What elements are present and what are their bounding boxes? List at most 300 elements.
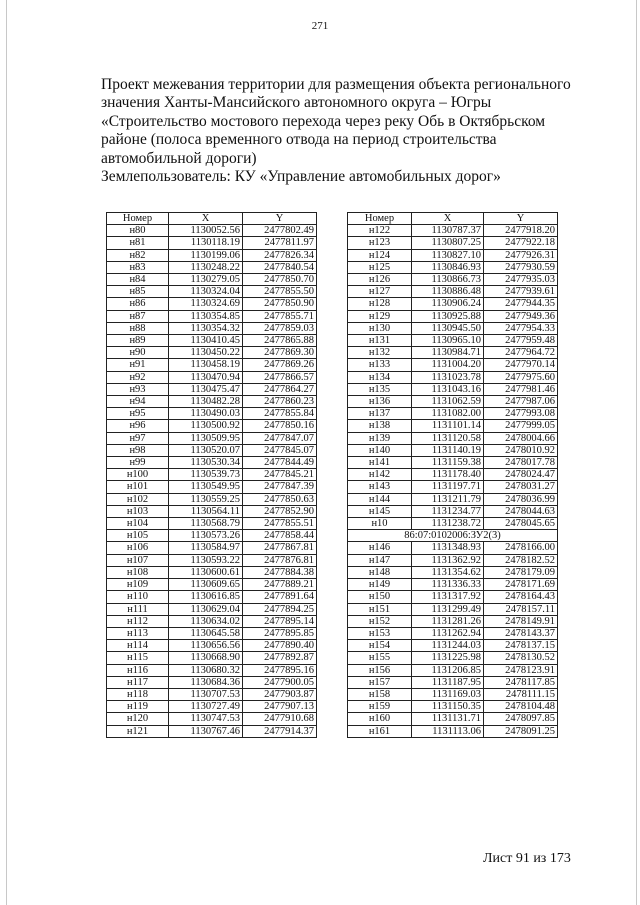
- x-coordinate-cell: 1130450.22: [169, 347, 243, 359]
- y-coordinate-cell: 2478157.11: [484, 603, 558, 615]
- table-row: [107, 420, 317, 432]
- y-coordinate-cell: 2478182.52: [484, 554, 558, 566]
- point-number-cell: н159: [348, 701, 412, 713]
- y-coordinate-cell: 2477892.87: [243, 652, 317, 664]
- table-row: [348, 261, 558, 273]
- table-row: [107, 676, 317, 688]
- table-row: [107, 664, 317, 676]
- x-coordinate-cell: 1130707.53: [169, 688, 243, 700]
- x-coordinate-cell: 1130656.56: [169, 640, 243, 652]
- coordinates-table-right: [347, 212, 558, 738]
- y-coordinate-cell: 2477926.31: [484, 249, 558, 261]
- x-coordinate-cell: 1130539.73: [169, 469, 243, 481]
- y-coordinate-cell: 2478104.48: [484, 701, 558, 713]
- point-number-cell: н85: [107, 286, 169, 298]
- x-coordinate-cell: 1131150.35: [412, 701, 484, 713]
- table-row: [348, 444, 558, 456]
- point-number-cell: н107: [107, 554, 169, 566]
- table-row: [107, 627, 317, 639]
- y-coordinate-cell: 2477914.37: [243, 725, 317, 737]
- table-row: [348, 701, 558, 713]
- point-number-cell: н98: [107, 444, 169, 456]
- x-coordinate-cell: 1130965.10: [412, 335, 484, 347]
- y-coordinate-cell: 2478111.15: [484, 688, 558, 700]
- y-coordinate-cell: 2477964.72: [484, 347, 558, 359]
- y-coordinate-cell: 2477959.48: [484, 335, 558, 347]
- x-coordinate-cell: 1131004.20: [412, 359, 484, 371]
- x-coordinate-cell: 1131244.03: [412, 640, 484, 652]
- y-coordinate-cell: 2477895.16: [243, 664, 317, 676]
- table-row: [348, 408, 558, 420]
- column-header-number: Номер: [348, 213, 412, 225]
- point-number-cell: н141: [348, 457, 412, 469]
- table-row: [348, 432, 558, 444]
- table-row: [348, 640, 558, 652]
- page-left-edge: [6, 0, 7, 905]
- y-coordinate-cell: 2477855.50: [243, 286, 317, 298]
- x-coordinate-cell: 1131362.92: [412, 554, 484, 566]
- point-number-cell: н145: [348, 505, 412, 517]
- y-coordinate-cell: 2477970.14: [484, 359, 558, 371]
- y-coordinate-cell: 2477895.14: [243, 615, 317, 627]
- y-coordinate-cell: 2477850.16: [243, 420, 317, 432]
- y-coordinate-cell: 2477867.81: [243, 542, 317, 554]
- x-coordinate-cell: 1130324.69: [169, 298, 243, 310]
- x-coordinate-cell: 1130520.07: [169, 444, 243, 456]
- y-coordinate-cell: 2477999.05: [484, 420, 558, 432]
- y-coordinate-cell: 2478045.65: [484, 518, 558, 530]
- point-number-cell: н105: [107, 530, 169, 542]
- table-row: [348, 310, 558, 322]
- table-row: [348, 664, 558, 676]
- table-row: [107, 554, 317, 566]
- point-number-cell: н10: [348, 518, 412, 530]
- table-row: [348, 713, 558, 725]
- y-coordinate-cell: 2478010.92: [484, 444, 558, 456]
- y-coordinate-cell: 2478130.52: [484, 652, 558, 664]
- point-number-cell: н106: [107, 542, 169, 554]
- x-coordinate-cell: 1131169.03: [412, 688, 484, 700]
- x-coordinate-cell: 1131101.14: [412, 420, 484, 432]
- y-coordinate-cell: 2477850.70: [243, 274, 317, 286]
- x-coordinate-cell: 1130490.03: [169, 408, 243, 420]
- point-number-cell: н132: [348, 347, 412, 359]
- y-coordinate-cell: 2478024.47: [484, 469, 558, 481]
- point-number-cell: н113: [107, 627, 169, 639]
- x-coordinate-cell: 1131206.85: [412, 664, 484, 676]
- x-coordinate-cell: 1130584.97: [169, 542, 243, 554]
- table-row: [348, 554, 558, 566]
- table-row: [107, 298, 317, 310]
- x-coordinate-cell: 1131159.38: [412, 457, 484, 469]
- x-coordinate-cell: 1131225.98: [412, 652, 484, 664]
- point-number-cell: н115: [107, 652, 169, 664]
- y-coordinate-cell: 2477922.18: [484, 237, 558, 249]
- y-coordinate-cell: 2477855.84: [243, 408, 317, 420]
- point-number-cell: н111: [107, 603, 169, 615]
- y-coordinate-cell: 2478044.63: [484, 505, 558, 517]
- y-coordinate-cell: 2477944.35: [484, 298, 558, 310]
- y-coordinate-cell: 2477845.07: [243, 444, 317, 456]
- x-coordinate-cell: 1130629.04: [169, 603, 243, 615]
- y-coordinate-cell: 2477910.68: [243, 713, 317, 725]
- x-coordinate-cell: 1131234.77: [412, 505, 484, 517]
- x-coordinate-cell: 1130482.28: [169, 396, 243, 408]
- point-number-cell: н87: [107, 310, 169, 322]
- y-coordinate-cell: 2477850.63: [243, 493, 317, 505]
- y-coordinate-cell: 2478164.43: [484, 591, 558, 603]
- x-coordinate-cell: 1131178.40: [412, 469, 484, 481]
- point-number-cell: н86: [107, 298, 169, 310]
- point-number-cell: н156: [348, 664, 412, 676]
- table-row: [107, 432, 317, 444]
- x-coordinate-cell: 1130354.85: [169, 310, 243, 322]
- point-number-cell: н89: [107, 335, 169, 347]
- point-number-cell: н150: [348, 591, 412, 603]
- point-number-cell: н95: [107, 408, 169, 420]
- y-coordinate-cell: 2477884.38: [243, 566, 317, 578]
- point-number-cell: н99: [107, 457, 169, 469]
- point-number-cell: н153: [348, 627, 412, 639]
- table-row: [107, 652, 317, 664]
- x-coordinate-cell: 1131140.19: [412, 444, 484, 456]
- table-row: [348, 579, 558, 591]
- table-row: [348, 371, 558, 383]
- x-coordinate-cell: 1130645.58: [169, 627, 243, 639]
- point-number-cell: н149: [348, 579, 412, 591]
- table-row: [107, 322, 317, 334]
- x-coordinate-cell: 1131023.78: [412, 371, 484, 383]
- x-coordinate-cell: 1130600.61: [169, 566, 243, 578]
- point-number-cell: н154: [348, 640, 412, 652]
- table-row: [107, 261, 317, 273]
- x-coordinate-cell: 1131187.95: [412, 676, 484, 688]
- x-coordinate-cell: 1130568.79: [169, 518, 243, 530]
- y-coordinate-cell: 2477844.49: [243, 457, 317, 469]
- x-coordinate-cell: 1130846.93: [412, 261, 484, 273]
- point-number-cell: н120: [107, 713, 169, 725]
- y-coordinate-cell: 2477876.81: [243, 554, 317, 566]
- table-row: [348, 249, 558, 261]
- point-number-cell: н92: [107, 371, 169, 383]
- point-number-cell: н144: [348, 493, 412, 505]
- y-coordinate-cell: 2478017.78: [484, 457, 558, 469]
- point-number-cell: н157: [348, 676, 412, 688]
- table-row: [348, 383, 558, 395]
- x-coordinate-cell: 1131120.58: [412, 432, 484, 444]
- table-row: [348, 493, 558, 505]
- y-coordinate-cell: 2477866.57: [243, 371, 317, 383]
- x-coordinate-cell: 1130634.02: [169, 615, 243, 627]
- x-coordinate-cell: 1130866.73: [412, 274, 484, 286]
- table-row: [107, 396, 317, 408]
- x-coordinate-cell: 1130984.71: [412, 347, 484, 359]
- y-coordinate-cell: 2477869.26: [243, 359, 317, 371]
- x-coordinate-cell: 1130279.05: [169, 274, 243, 286]
- point-number-cell: н134: [348, 371, 412, 383]
- column-header-x: X: [412, 213, 484, 225]
- x-coordinate-cell: 1130573.26: [169, 530, 243, 542]
- point-number-cell: н117: [107, 676, 169, 688]
- x-coordinate-cell: 1130199.06: [169, 249, 243, 261]
- y-coordinate-cell: 2477954.33: [484, 322, 558, 334]
- x-coordinate-cell: 1130410.45: [169, 335, 243, 347]
- x-coordinate-cell: 1130593.22: [169, 554, 243, 566]
- table-row: [107, 591, 317, 603]
- table-row: [348, 518, 558, 530]
- point-number-cell: н97: [107, 432, 169, 444]
- point-number-cell: н161: [348, 725, 412, 737]
- table-row: [348, 298, 558, 310]
- point-number-cell: н102: [107, 493, 169, 505]
- parcel-section-label: 86:07:0102006:ЗУ2(3): [348, 530, 558, 542]
- y-coordinate-cell: 2478179.09: [484, 566, 558, 578]
- table-row: [107, 310, 317, 322]
- table-row: [107, 505, 317, 517]
- x-coordinate-cell: 1130324.04: [169, 286, 243, 298]
- y-coordinate-cell: 2477811.97: [243, 237, 317, 249]
- y-coordinate-cell: 2477903.87: [243, 688, 317, 700]
- y-coordinate-cell: 2477895.85: [243, 627, 317, 639]
- point-number-cell: н130: [348, 322, 412, 334]
- y-coordinate-cell: 2477987.06: [484, 396, 558, 408]
- point-number-cell: н88: [107, 322, 169, 334]
- x-coordinate-cell: 1130609.65: [169, 579, 243, 591]
- x-coordinate-cell: 1131082.00: [412, 408, 484, 420]
- point-number-cell: н129: [348, 310, 412, 322]
- y-coordinate-cell: 2477975.60: [484, 371, 558, 383]
- x-coordinate-cell: 1131336.33: [412, 579, 484, 591]
- y-coordinate-cell: 2477850.90: [243, 298, 317, 310]
- x-coordinate-cell: 1130500.92: [169, 420, 243, 432]
- x-coordinate-cell: 1131211.79: [412, 493, 484, 505]
- point-number-cell: н100: [107, 469, 169, 481]
- x-coordinate-cell: 1130727.49: [169, 701, 243, 713]
- table-row: [348, 481, 558, 493]
- x-coordinate-cell: 1130559.25: [169, 493, 243, 505]
- point-number-cell: н125: [348, 261, 412, 273]
- point-number-cell: н121: [107, 725, 169, 737]
- table-row: [107, 274, 317, 286]
- point-number-cell: н147: [348, 554, 412, 566]
- page-number: 271: [311, 20, 329, 32]
- point-number-cell: н118: [107, 688, 169, 700]
- x-coordinate-cell: 1131113.06: [412, 725, 484, 737]
- x-coordinate-cell: 1130475.47: [169, 383, 243, 395]
- coordinates-table-left: [106, 212, 317, 738]
- x-coordinate-cell: 1131354.62: [412, 566, 484, 578]
- x-coordinate-cell: 1130458.19: [169, 359, 243, 371]
- point-number-cell: н140: [348, 444, 412, 456]
- point-number-cell: н94: [107, 396, 169, 408]
- y-coordinate-cell: 2477894.25: [243, 603, 317, 615]
- x-coordinate-cell: 1130945.50: [412, 322, 484, 334]
- y-coordinate-cell: 2477949.36: [484, 310, 558, 322]
- table-row: [348, 457, 558, 469]
- point-number-cell: н126: [348, 274, 412, 286]
- table-row: [348, 286, 558, 298]
- y-coordinate-cell: 2477845.21: [243, 469, 317, 481]
- table-row: [348, 627, 558, 639]
- table-row: [348, 469, 558, 481]
- table-row: [107, 566, 317, 578]
- y-coordinate-cell: 2477826.34: [243, 249, 317, 261]
- y-coordinate-cell: 2477981.46: [484, 383, 558, 395]
- x-coordinate-cell: 1130827.10: [412, 249, 484, 261]
- x-coordinate-cell: 1130248.22: [169, 261, 243, 273]
- y-coordinate-cell: 2477900.05: [243, 676, 317, 688]
- point-number-cell: н135: [348, 383, 412, 395]
- y-coordinate-cell: 2477855.71: [243, 310, 317, 322]
- document-heading: Проект межевания территории для размещения объекта регионального значения Ханты-Мансийского автономного округа – Югры «Строительство мостового перехода через реку Обь в Октябрьском районе (полоса временного отвода на период строительства автомобильной дороги) Землепользователь: КУ «Управление автомобильных дорог»: [101, 76, 571, 186]
- point-number-cell: н128: [348, 298, 412, 310]
- table-row: [107, 408, 317, 420]
- y-coordinate-cell: 2477802.49: [243, 225, 317, 237]
- x-coordinate-cell: 1130807.25: [412, 237, 484, 249]
- table-row: [348, 688, 558, 700]
- y-coordinate-cell: 2477890.40: [243, 640, 317, 652]
- table-row: [107, 640, 317, 652]
- point-number-cell: н142: [348, 469, 412, 481]
- point-number-cell: н137: [348, 408, 412, 420]
- x-coordinate-cell: 1131317.92: [412, 591, 484, 603]
- point-number-cell: н80: [107, 225, 169, 237]
- y-coordinate-cell: 2478166.00: [484, 542, 558, 554]
- point-number-cell: н83: [107, 261, 169, 273]
- y-coordinate-cell: 2477855.51: [243, 518, 317, 530]
- x-coordinate-cell: 1130668.90: [169, 652, 243, 664]
- table-row: [107, 579, 317, 591]
- point-number-cell: н123: [348, 237, 412, 249]
- y-coordinate-cell: 2477860.23: [243, 396, 317, 408]
- point-number-cell: н104: [107, 518, 169, 530]
- x-coordinate-cell: 1130354.32: [169, 322, 243, 334]
- point-number-cell: н84: [107, 274, 169, 286]
- x-coordinate-cell: 1130925.88: [412, 310, 484, 322]
- y-coordinate-cell: 2477852.90: [243, 505, 317, 517]
- table-row: [107, 518, 317, 530]
- point-number-cell: н148: [348, 566, 412, 578]
- y-coordinate-cell: 2478149.91: [484, 615, 558, 627]
- table-header-row: [107, 213, 317, 225]
- x-coordinate-cell: 1130530.34: [169, 457, 243, 469]
- x-coordinate-cell: 1130886.48: [412, 286, 484, 298]
- table-row: [107, 725, 317, 737]
- table-row: [107, 371, 317, 383]
- table-row: [107, 347, 317, 359]
- y-coordinate-cell: 2478143.37: [484, 627, 558, 639]
- table-row: [107, 335, 317, 347]
- point-number-cell: н90: [107, 347, 169, 359]
- point-number-cell: н116: [107, 664, 169, 676]
- x-coordinate-cell: 1130906.24: [412, 298, 484, 310]
- x-coordinate-cell: 1131197.71: [412, 481, 484, 493]
- point-number-cell: н114: [107, 640, 169, 652]
- table-row: [348, 566, 558, 578]
- table-row: [348, 591, 558, 603]
- point-number-cell: н158: [348, 688, 412, 700]
- point-number-cell: н103: [107, 505, 169, 517]
- table-row: [107, 249, 317, 261]
- x-coordinate-cell: 1131043.16: [412, 383, 484, 395]
- table-row: [107, 615, 317, 627]
- table-row: [107, 469, 317, 481]
- table-row: [348, 542, 558, 554]
- column-header-y: Y: [484, 213, 558, 225]
- x-coordinate-cell: 1130787.37: [412, 225, 484, 237]
- y-coordinate-cell: 2478097.85: [484, 713, 558, 725]
- table-row: [348, 652, 558, 664]
- point-number-cell: н101: [107, 481, 169, 493]
- x-coordinate-cell: 1130747.53: [169, 713, 243, 725]
- point-number-cell: н124: [348, 249, 412, 261]
- table-row: [348, 322, 558, 334]
- table-row: [107, 530, 317, 542]
- point-number-cell: н82: [107, 249, 169, 261]
- y-coordinate-cell: 2478004.66: [484, 432, 558, 444]
- x-coordinate-cell: 1130684.36: [169, 676, 243, 688]
- column-header-number: Номер: [107, 213, 169, 225]
- x-coordinate-cell: 1130118.19: [169, 237, 243, 249]
- y-coordinate-cell: 2477858.44: [243, 530, 317, 542]
- y-coordinate-cell: 2477930.59: [484, 261, 558, 273]
- table-row: [107, 286, 317, 298]
- y-coordinate-cell: 2477865.88: [243, 335, 317, 347]
- x-coordinate-cell: 1131262.94: [412, 627, 484, 639]
- table-row: [107, 359, 317, 371]
- table-row: [348, 225, 558, 237]
- y-coordinate-cell: 2477907.13: [243, 701, 317, 713]
- table-row: [107, 688, 317, 700]
- table-row: [107, 225, 317, 237]
- sheet-counter: Лист 91 из 173: [483, 851, 571, 866]
- x-coordinate-cell: 1130470.94: [169, 371, 243, 383]
- x-coordinate-cell: 1131299.49: [412, 603, 484, 615]
- section-row: [348, 530, 558, 542]
- table-row: [348, 603, 558, 615]
- x-coordinate-cell: 1130680.32: [169, 664, 243, 676]
- y-coordinate-cell: 2477935.03: [484, 274, 558, 286]
- point-number-cell: н108: [107, 566, 169, 578]
- y-coordinate-cell: 2478117.85: [484, 676, 558, 688]
- point-number-cell: н138: [348, 420, 412, 432]
- table-row: [348, 274, 558, 286]
- point-number-cell: н127: [348, 286, 412, 298]
- x-coordinate-cell: 1130509.95: [169, 432, 243, 444]
- y-coordinate-cell: 2477840.54: [243, 261, 317, 273]
- table-row: [348, 396, 558, 408]
- table-row: [107, 493, 317, 505]
- table-row: [107, 481, 317, 493]
- x-coordinate-cell: 1131131.71: [412, 713, 484, 725]
- y-coordinate-cell: 2477864.27: [243, 383, 317, 395]
- table-row: [348, 505, 558, 517]
- table-row: [348, 237, 558, 249]
- column-header-x: X: [169, 213, 243, 225]
- column-header-y: Y: [243, 213, 317, 225]
- point-number-cell: н146: [348, 542, 412, 554]
- x-coordinate-cell: 1131238.72: [412, 518, 484, 530]
- y-coordinate-cell: 2477869.30: [243, 347, 317, 359]
- y-coordinate-cell: 2478123.91: [484, 664, 558, 676]
- page-right-edge: [636, 0, 637, 905]
- point-number-cell: н152: [348, 615, 412, 627]
- table-header-row: [348, 213, 558, 225]
- table-row: [107, 701, 317, 713]
- point-number-cell: н119: [107, 701, 169, 713]
- point-number-cell: н109: [107, 579, 169, 591]
- point-number-cell: н133: [348, 359, 412, 371]
